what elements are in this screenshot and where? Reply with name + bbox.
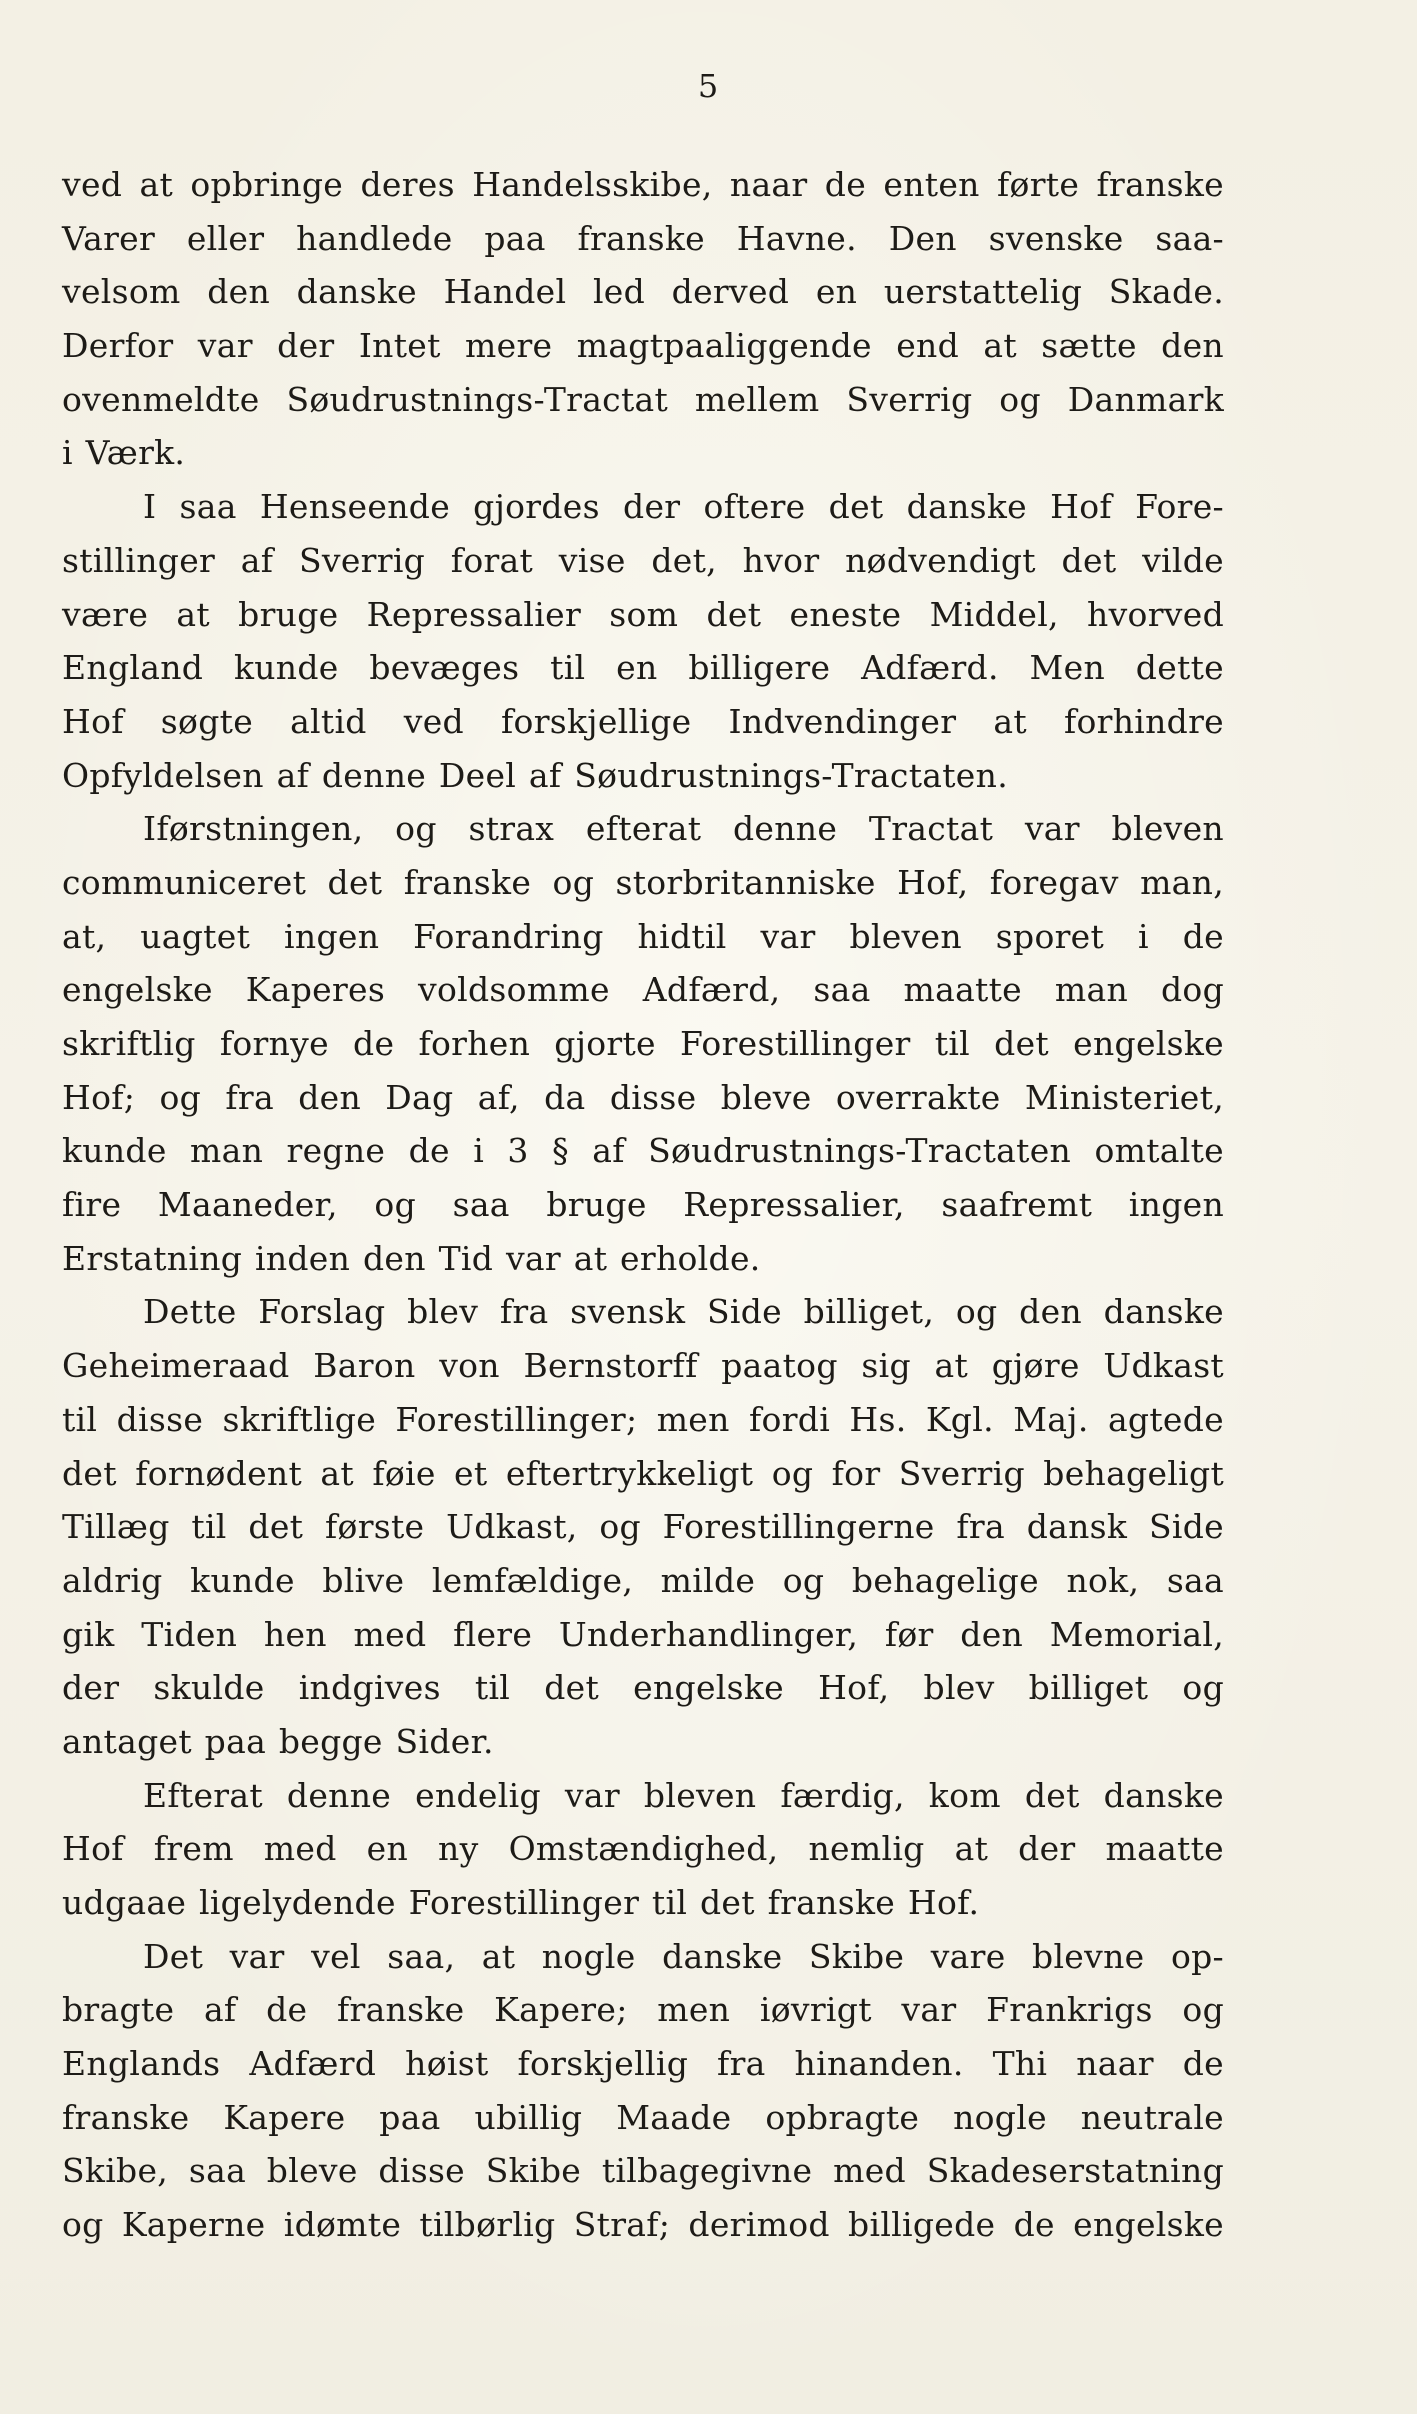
paragraph-first-line: Efterat denne endelig var bleven færdig, kom det danske <box>143 1775 1224 1815</box>
text-line: communiceret det franske og storbritanniske Hof, foregav man, <box>62 862 1224 902</box>
text-line: gik Tiden hen med flere Underhandlinger, før den Memorial, <box>62 1614 1224 1654</box>
text-line: ovenmeldte Søudrustnings-Tractat mellem Sverrig og Danmark <box>62 379 1224 419</box>
text-line: velsom den danske Handel led derved en uerstattelig Skade. <box>62 272 1224 312</box>
text-line: ved at opbringe deres Handelsskibe, naar de enten førte franske <box>62 165 1224 204</box>
paragraph-first-line: Iførstningen, og strax efterat denne Tractat var bleven <box>143 809 1224 849</box>
text-line: Erstatning inden den Tid var at erholde. <box>62 1238 761 1278</box>
text-line: franske Kapere paa ubillig Maade opbragte nogle neutrale <box>62 2097 1224 2137</box>
text-line: antaget paa begge Sider. <box>62 1721 494 1761</box>
text-line: kunde man regne de i 3 § af Søudrustnings-Tractaten omtalte <box>62 1131 1224 1171</box>
text-line: Opfyldelsen af denne Deel af Søudrustnings-Tractaten. <box>62 755 1008 795</box>
paragraph-first-line: Dette Forslag blev fra svensk Side billiget, og den danske <box>143 1292 1224 1332</box>
text-line: engelske Kaperes voldsomme Adfærd, saa maatte man dog <box>62 970 1224 1010</box>
text-line: Englands Adfærd høist forskjellig fra hinanden. Thi naar de <box>62 2044 1224 2084</box>
text-line: Skibe, saa bleve disse Skibe tilbagegivne med Skadeserstatning <box>62 2151 1224 2191</box>
text-line: Derfor var der Intet mere magtpaaliggende end at sætte den <box>62 326 1224 366</box>
text-line: Hof søgte altid ved forskjellige Indvendinger at forhindre <box>62 701 1224 741</box>
text-line: stillinger af Sverrig forat vise det, hvor nødvendigt det vilde <box>62 540 1224 580</box>
text-line: aldrig kunde blive lemfældige, milde og behagelige nok, saa <box>62 1560 1224 1600</box>
paragraph-first-line: Det var vel saa, at nogle danske Skibe vare blevne op- <box>143 1936 1224 1976</box>
text-line: udgaae ligelydende Forestillinger til det franske Hof. <box>62 1883 980 1922</box>
text-line: Geheimeraad Baron von Bernstorff paatog sig at gjøre Udkast <box>62 1346 1224 1386</box>
text-line: Tillæg til det første Udkast, og Forestillingerne fra dansk Side <box>62 1507 1224 1547</box>
text-line: til disse skriftlige Forestillinger; men fordi Hs. Kgl. Maj. agtede <box>62 1399 1224 1439</box>
text-line: bragte af de franske Kapere; men iøvrigt var Frankrigs og <box>62 1990 1224 2030</box>
text-line: og Kaperne idømte tilbørlig Straf; derimod billigede de engelske <box>62 2205 1224 2245</box>
text-line: der skulde indgives til det engelske Hof, blev billiget og <box>62 1668 1224 1708</box>
text-line: fire Maaneder, og saa bruge Repressalier, saafremt ingen <box>62 1185 1224 1225</box>
paragraph-first-line: I saa Henseende gjordes der oftere det danske Hof Fore- <box>143 487 1224 527</box>
text-line: være at bruge Repressalier som det eneste Middel, hvorved <box>62 594 1224 634</box>
text-line: skriftlig fornye de forhen gjorte Forestillinger til det engelske <box>62 1024 1224 1063</box>
text-line: i Værk. <box>62 433 186 473</box>
text-line: Hof frem med en ny Omstændighed, nemlig at der maatte <box>62 1829 1224 1869</box>
page-number: 5 <box>697 67 720 105</box>
text-line: Hof; og fra den Dag af, da disse bleve overrakte Ministeriet, <box>62 1077 1224 1117</box>
text-line: Varer eller handlede paa franske Havne. Den svenske saa- <box>62 218 1224 258</box>
text-line: at, uagtet ingen Forandring hidtil var bleven sporet i de <box>62 916 1224 956</box>
text-line: det fornødent at føie et eftertrykkeligt og for Sverrig behageligt <box>62 1453 1224 1493</box>
body-text <box>62 158 1224 2252</box>
text-line: England kunde bevæges til en billigere Adfærd. Men dette <box>62 648 1224 688</box>
